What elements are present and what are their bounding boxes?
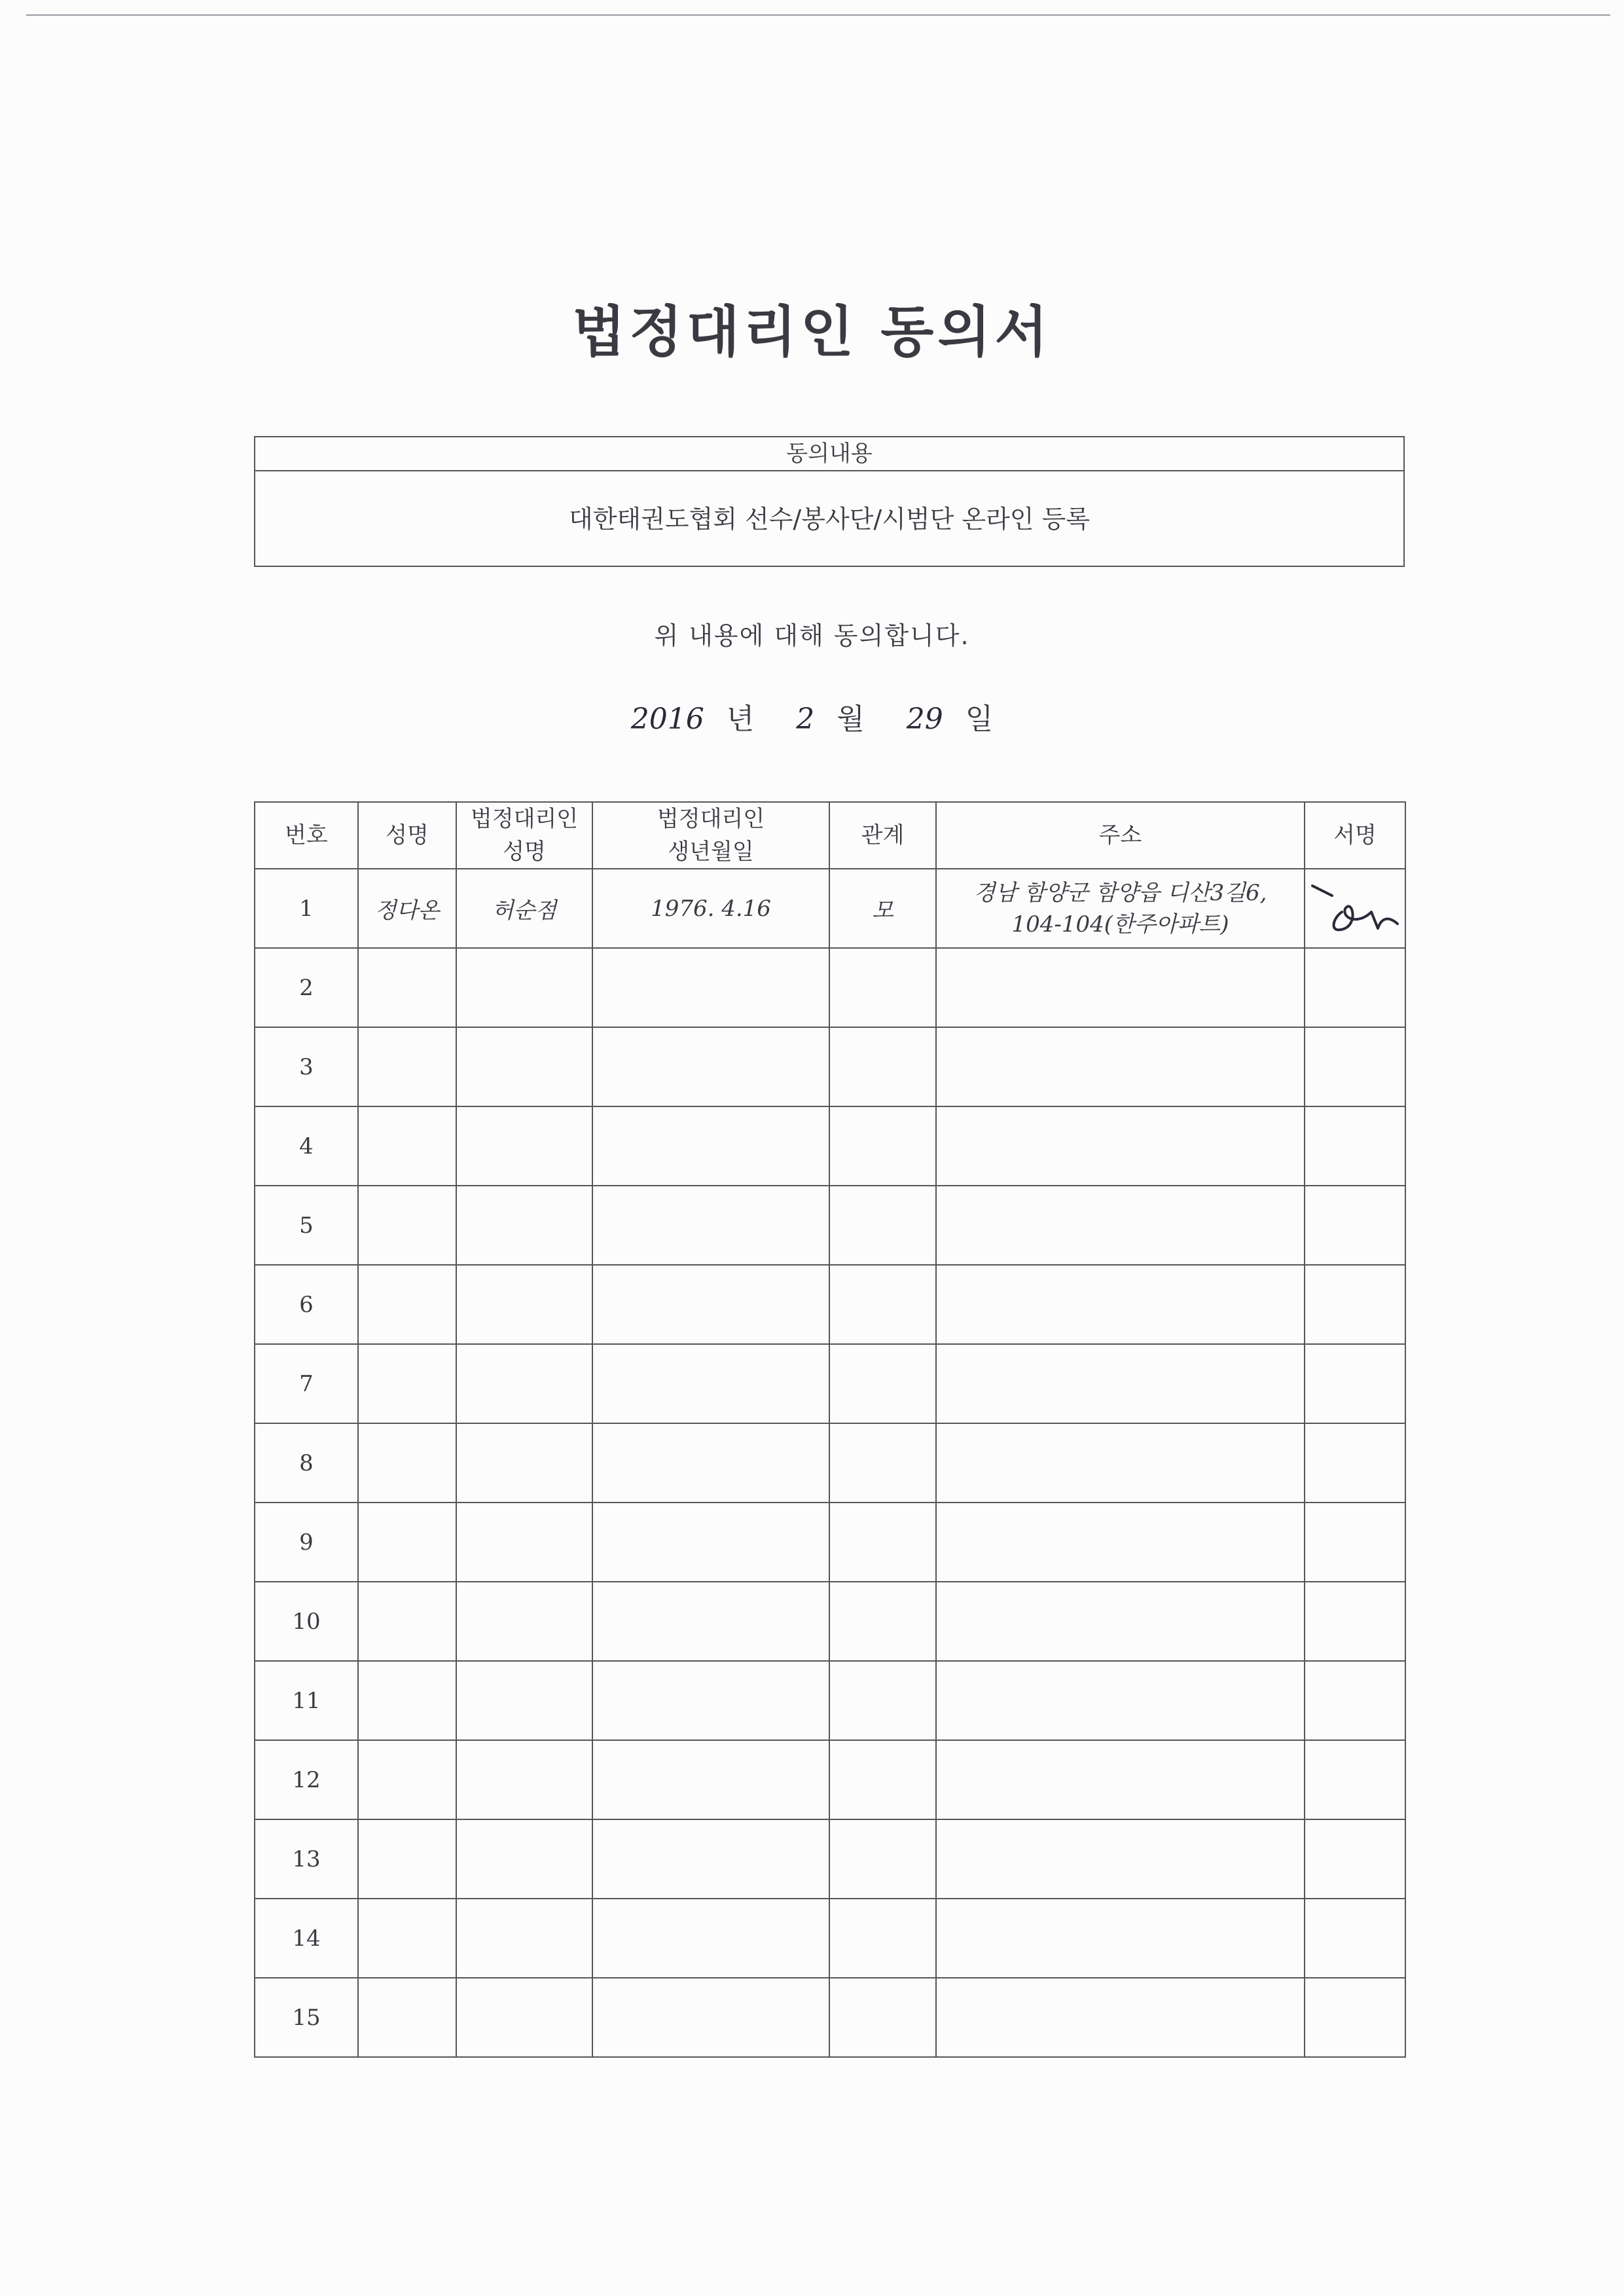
table-row — [255, 1503, 1405, 1582]
date-year: 2016 — [630, 702, 704, 736]
table-row — [255, 1344, 1405, 1423]
agreement-statement: 위 내용에 대해 동의합니다. — [654, 621, 970, 650]
row-number: 7 — [255, 1344, 358, 1423]
table-row — [255, 1582, 1405, 1661]
row-relation: 모 — [829, 869, 936, 948]
header-guardian-name-line2: 성명 — [503, 839, 546, 865]
consent-header: 동의내용 — [255, 437, 1403, 471]
row-guardian-birth: 1976. 4.16 — [592, 869, 829, 948]
table-row — [255, 869, 1405, 948]
table-row — [255, 1423, 1405, 1503]
date-day-unit: 일 — [965, 702, 994, 736]
top-border-line — [26, 14, 1610, 16]
row-number: 15 — [255, 1978, 358, 2057]
table-row — [255, 1740, 1405, 1819]
header-guardian-birth-line1: 법정대리인 — [657, 806, 765, 832]
consent-content-box — [254, 436, 1405, 567]
row-guardian-name: 허순점 — [456, 869, 592, 948]
row-number: 4 — [255, 1106, 358, 1186]
signing-date — [0, 695, 1624, 737]
row-signature — [1305, 869, 1405, 948]
row-number: 6 — [255, 1265, 358, 1344]
row-number: 12 — [255, 1740, 358, 1819]
table-row — [255, 1027, 1405, 1106]
consent-text: 대한태권도협회 선수/봉사단/시범단 온라인 등록 — [568, 505, 1090, 534]
row-address — [936, 869, 1305, 948]
table-row — [255, 1819, 1405, 1899]
row-number: 13 — [255, 1819, 358, 1899]
header-relation: 관계 — [829, 802, 936, 869]
header-address: 주소 — [936, 802, 1305, 869]
header-number: 번호 — [255, 802, 358, 869]
table-row — [255, 1186, 1405, 1265]
row-number: 10 — [255, 1582, 358, 1661]
table-row — [255, 1899, 1405, 1978]
row-number: 11 — [255, 1661, 358, 1740]
header-guardian-birth-line2: 생년월일 — [668, 839, 754, 865]
row-number: 1 — [255, 869, 358, 948]
date-year-unit: 년 — [726, 702, 755, 736]
header-guardian-birth — [592, 802, 829, 869]
header-signature: 서명 — [1305, 802, 1405, 869]
row-number: 3 — [255, 1027, 358, 1106]
row-address-line1: 경남 함양군 함양읍 디산3길6, — [973, 879, 1267, 906]
table-row — [255, 1265, 1405, 1344]
table-row — [255, 948, 1405, 1027]
guardian-roster-table — [254, 801, 1406, 2058]
row-number: 2 — [255, 948, 358, 1027]
row-address-line2: 104-104(한주아파트) — [1011, 911, 1229, 938]
header-guardian-name-line1: 법정대리인 — [470, 806, 579, 832]
row-number: 14 — [255, 1899, 358, 1978]
date-month-unit: 월 — [837, 702, 865, 736]
date-month: 2 — [796, 702, 815, 736]
row-number: 8 — [255, 1423, 358, 1503]
table-row — [255, 1106, 1405, 1186]
table-header-row — [255, 802, 1405, 869]
header-guardian-name — [456, 802, 592, 869]
date-day: 29 — [906, 702, 943, 736]
table-row — [255, 1978, 1405, 2057]
row-number: 5 — [255, 1186, 358, 1265]
table-row — [255, 1661, 1405, 1740]
handwritten-signature-mark — [1306, 873, 1404, 938]
row-number: 9 — [255, 1503, 358, 1582]
header-name: 성명 — [358, 802, 456, 869]
document-title: 법정대리인 동의서 — [572, 300, 1052, 364]
row-name: 정다온 — [358, 869, 456, 948]
